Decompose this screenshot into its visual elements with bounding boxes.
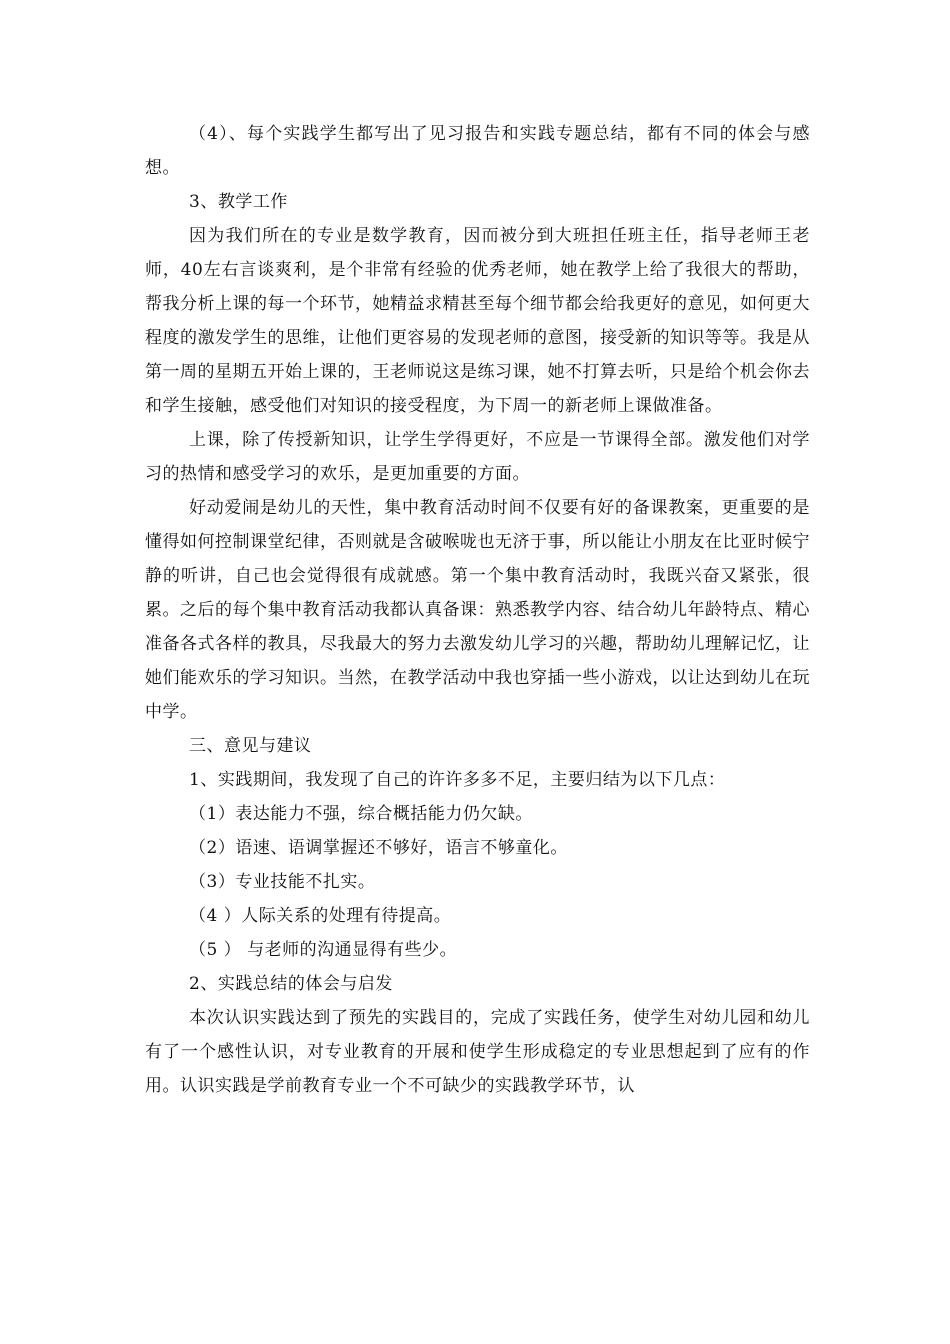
heading-shortcomings: 1、实践期间，我发现了自己的许许多多不足，主要归结为以下几点： [189, 770, 726, 790]
heading-insights: 2、实践总结的体会与启发 [189, 974, 393, 994]
list-item-communication: （5 ） 与老师的沟通显得有些少。 [189, 940, 458, 960]
para-summary: 本次认识实践达到了预先的实践目的，完成了实践任务，使学生对幼儿园和幼儿有了一个感性认识，对专业教育的开展和使学生形成稳定的专业思想起到了应有的作用。认识实践是学前教育专业一个不可缺少的实践教学环节，认 [145, 1008, 810, 1096]
para-teaching-mentor: 因为我们所在的专业是数学教育，因而被分到大班担任班主任，指导老师王老师，40左右言谈爽利，是个非常有经验的优秀老师，她在教学上给了我很大的帮助，帮我分析上课的每一个环节，她精益求精甚至每个细节都会给我更好的意见，如何更大程度的激发学生的思维，让他们更容易的发现老师的意图，接受新的知识等等。我是从第一周的星期五开始上课的，王老师说这是练习课，她不打算去听，只是给个机会你去和学生接触，感受他们对知识的接受程度，为下周一的新老师上课做准备。 [145, 226, 810, 416]
heading-opinions-suggestions: 三、意见与建议 [189, 736, 312, 756]
para-class-purpose: 上课，除了传授新知识，让学生学得更好，不应是一节课得全部。激发他们对学习的热情和感受学习的欢乐，是更加重要的方面。 [145, 430, 810, 484]
list-item-expression: （1）表达能力不强，综合概括能力仍欠缺。 [189, 804, 533, 824]
document-body [145, 117, 810, 1103]
para-observation-report: （4）、每个实践学生都写出了见习报告和实践专题总结，都有不同的体会与感想。 [145, 124, 810, 178]
list-item-skills: （3）专业技能不扎实。 [189, 872, 376, 892]
list-item-relationships: （4 ）人际关系的处理有待提高。 [189, 906, 452, 926]
heading-teaching-work: 3、教学工作 [189, 192, 288, 212]
list-item-speech: （2）语速、语调掌握还不够好，语言不够童化。 [189, 838, 568, 858]
para-classroom-discipline: 好动爱闹是幼儿的天性，集中教育活动时间不仅要有好的备课教案，更重要的是懂得如何控制课堂纪律，否则就是含破喉咙也无济于事，所以能让小朋友在比亚时候宁静的听讲，自己也会觉得很有成就感。第一个集中教育活动时，我既兴奋又紧张，很累。之后的每个集中教育活动我都认真备课：熟悉教学内容、结合幼儿年龄特点、精心准备各式各样的教具，尽我最大的努力去激发幼儿学习的兴趣，帮助幼儿理解记忆，让她们能欢乐的学习知识。当然，在教学活动中我也穿插一些小游戏，以让达到幼儿在玩中学。 [145, 498, 810, 722]
